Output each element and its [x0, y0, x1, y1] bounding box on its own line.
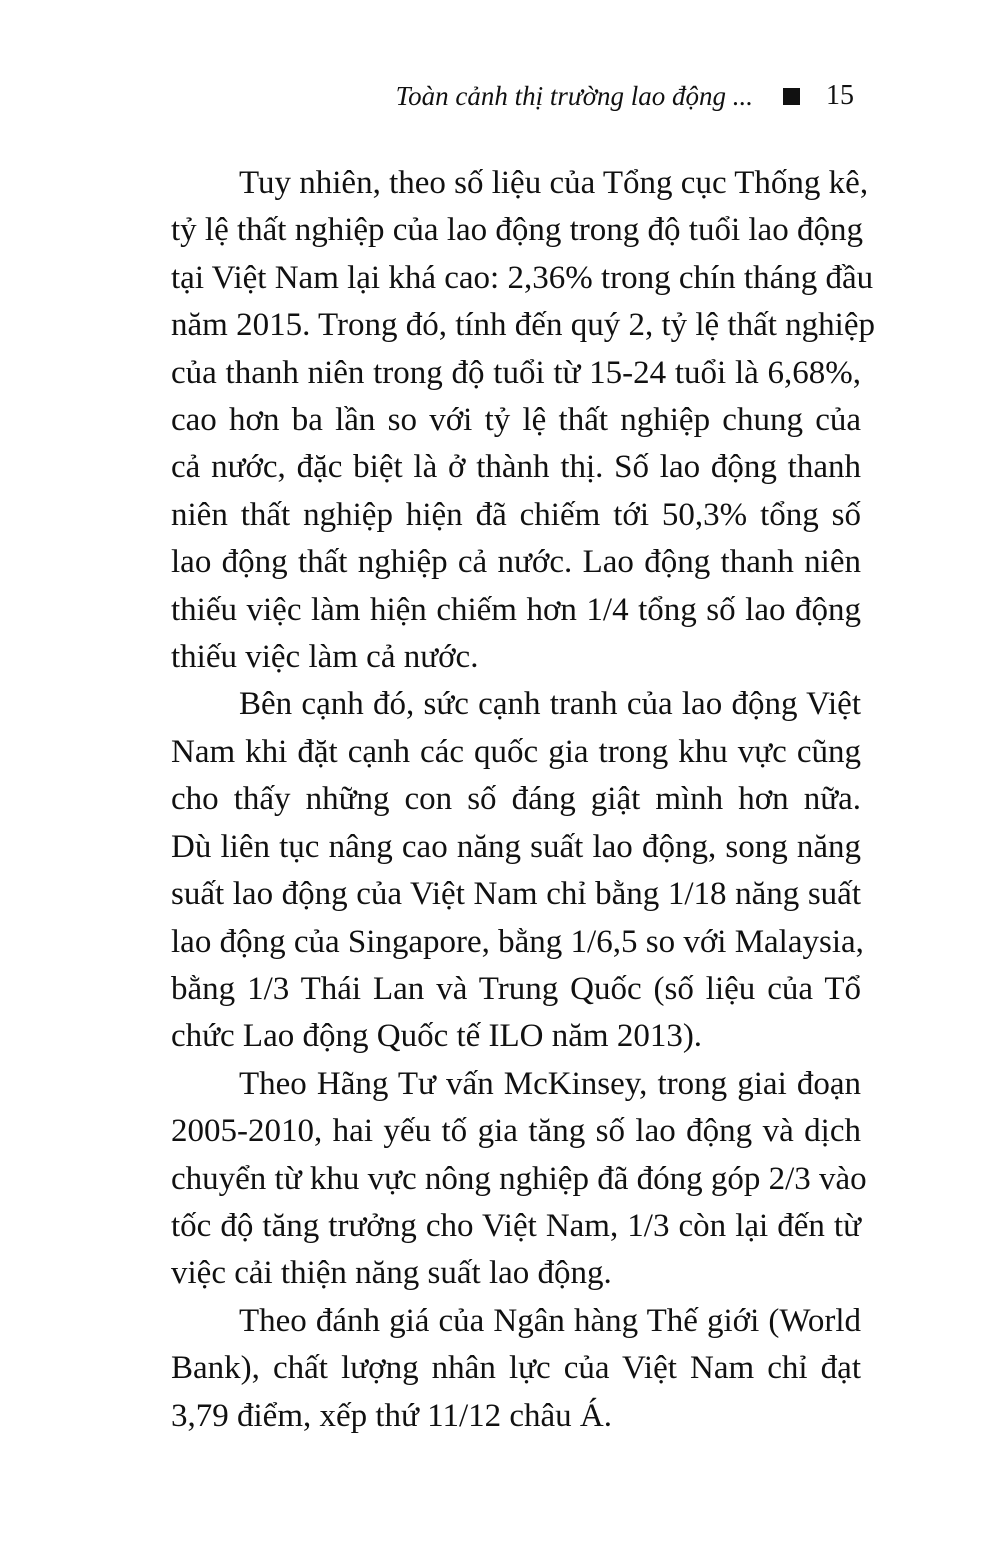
text-line: 3,79 điểm, xếp thứ 11/12 châu Á. — [171, 1397, 613, 1434]
paragraph-1 — [171, 160, 875, 681]
text-line: tốc độ tăng trưởng cho Việt Nam, 1/3 còn lại đến từ — [171, 1207, 861, 1244]
text-line: cao hơn ba lần so với tỷ lệ thất nghiệp chung của — [171, 402, 861, 439]
text-line: lao động thất nghiệp cả nước. Lao động thanh niên — [171, 544, 861, 581]
text-line: lao động của Singapore, bằng 1/6,5 so với Malaysia, — [171, 923, 864, 960]
text-line: của thanh niên trong độ tuổi từ 15-24 tuổi là 6,68%, — [171, 354, 861, 391]
text-line: năm 2015. Trong đó, tính đến quý 2, tỷ lệ thất nghiệp — [171, 307, 875, 344]
text-line: cả nước, đặc biệt là ở thành thị. Số lao động thanh — [171, 449, 861, 486]
text-line: chuyển từ khu vực nông nghiệp đã đóng góp 2/3 vào — [171, 1160, 867, 1197]
page-number: 15 — [826, 80, 854, 111]
running-header — [396, 80, 854, 112]
text-line: thiếu việc làm hiện chiếm hơn 1/4 tổng số lao động — [171, 591, 861, 628]
paragraph-4 — [171, 1298, 861, 1440]
text-line: Theo đánh giá của Ngân hàng Thế giới (World — [239, 1302, 861, 1339]
running-title: Toàn cảnh thị trường lao động ... — [395, 81, 753, 111]
text-line: suất lao động của Việt Nam chỉ bằng 1/18 năng suất — [171, 876, 861, 913]
text-line: Tuy nhiên, theo số liệu của Tổng cục Thống kê, — [239, 165, 869, 201]
paragraph-3 — [171, 1061, 867, 1298]
text-line: tỷ lệ thất nghiệp của lao động trong độ tuổi lao động — [171, 212, 863, 249]
text-line: tại Việt Nam lại khá cao: 2,36% trong chín tháng đầu — [171, 259, 874, 296]
text-line: việc cải thiện năng suất lao động. — [171, 1255, 612, 1292]
paragraph-2 — [171, 681, 864, 1060]
text-line: bằng 1/3 Thái Lan và Trung Quốc (số liệu của Tổ — [171, 970, 861, 1007]
body-text — [171, 160, 875, 1440]
text-line: Theo Hãng Tư vấn McKinsey, trong giai đoạn — [239, 1065, 861, 1102]
text-line: chức Lao động Quốc tế ILO năm 2013). — [171, 1018, 703, 1055]
square-marker-icon — [783, 88, 800, 105]
text-line: cho thấy những con số đáng giật mình hơn nữa. — [171, 781, 861, 818]
text-line: Nam khi đặt cạnh các quốc gia trong khu vực cũng — [171, 733, 861, 770]
text-line: Bên cạnh đó, sức cạnh tranh của lao động Việt — [239, 686, 861, 723]
text-line: 2005-2010, hai yếu tố gia tăng số lao động và dịch — [171, 1113, 861, 1150]
text-line: Bank), chất lượng nhân lực của Việt Nam chỉ đạt — [171, 1350, 861, 1387]
text-line: thiếu việc làm cả nước. — [171, 639, 479, 676]
text-line: niên thất nghiệp hiện đã chiếm tới 50,3% tổng số — [171, 496, 861, 533]
text-line: Dù liên tục nâng cao năng suất lao động, song năng — [171, 828, 861, 865]
